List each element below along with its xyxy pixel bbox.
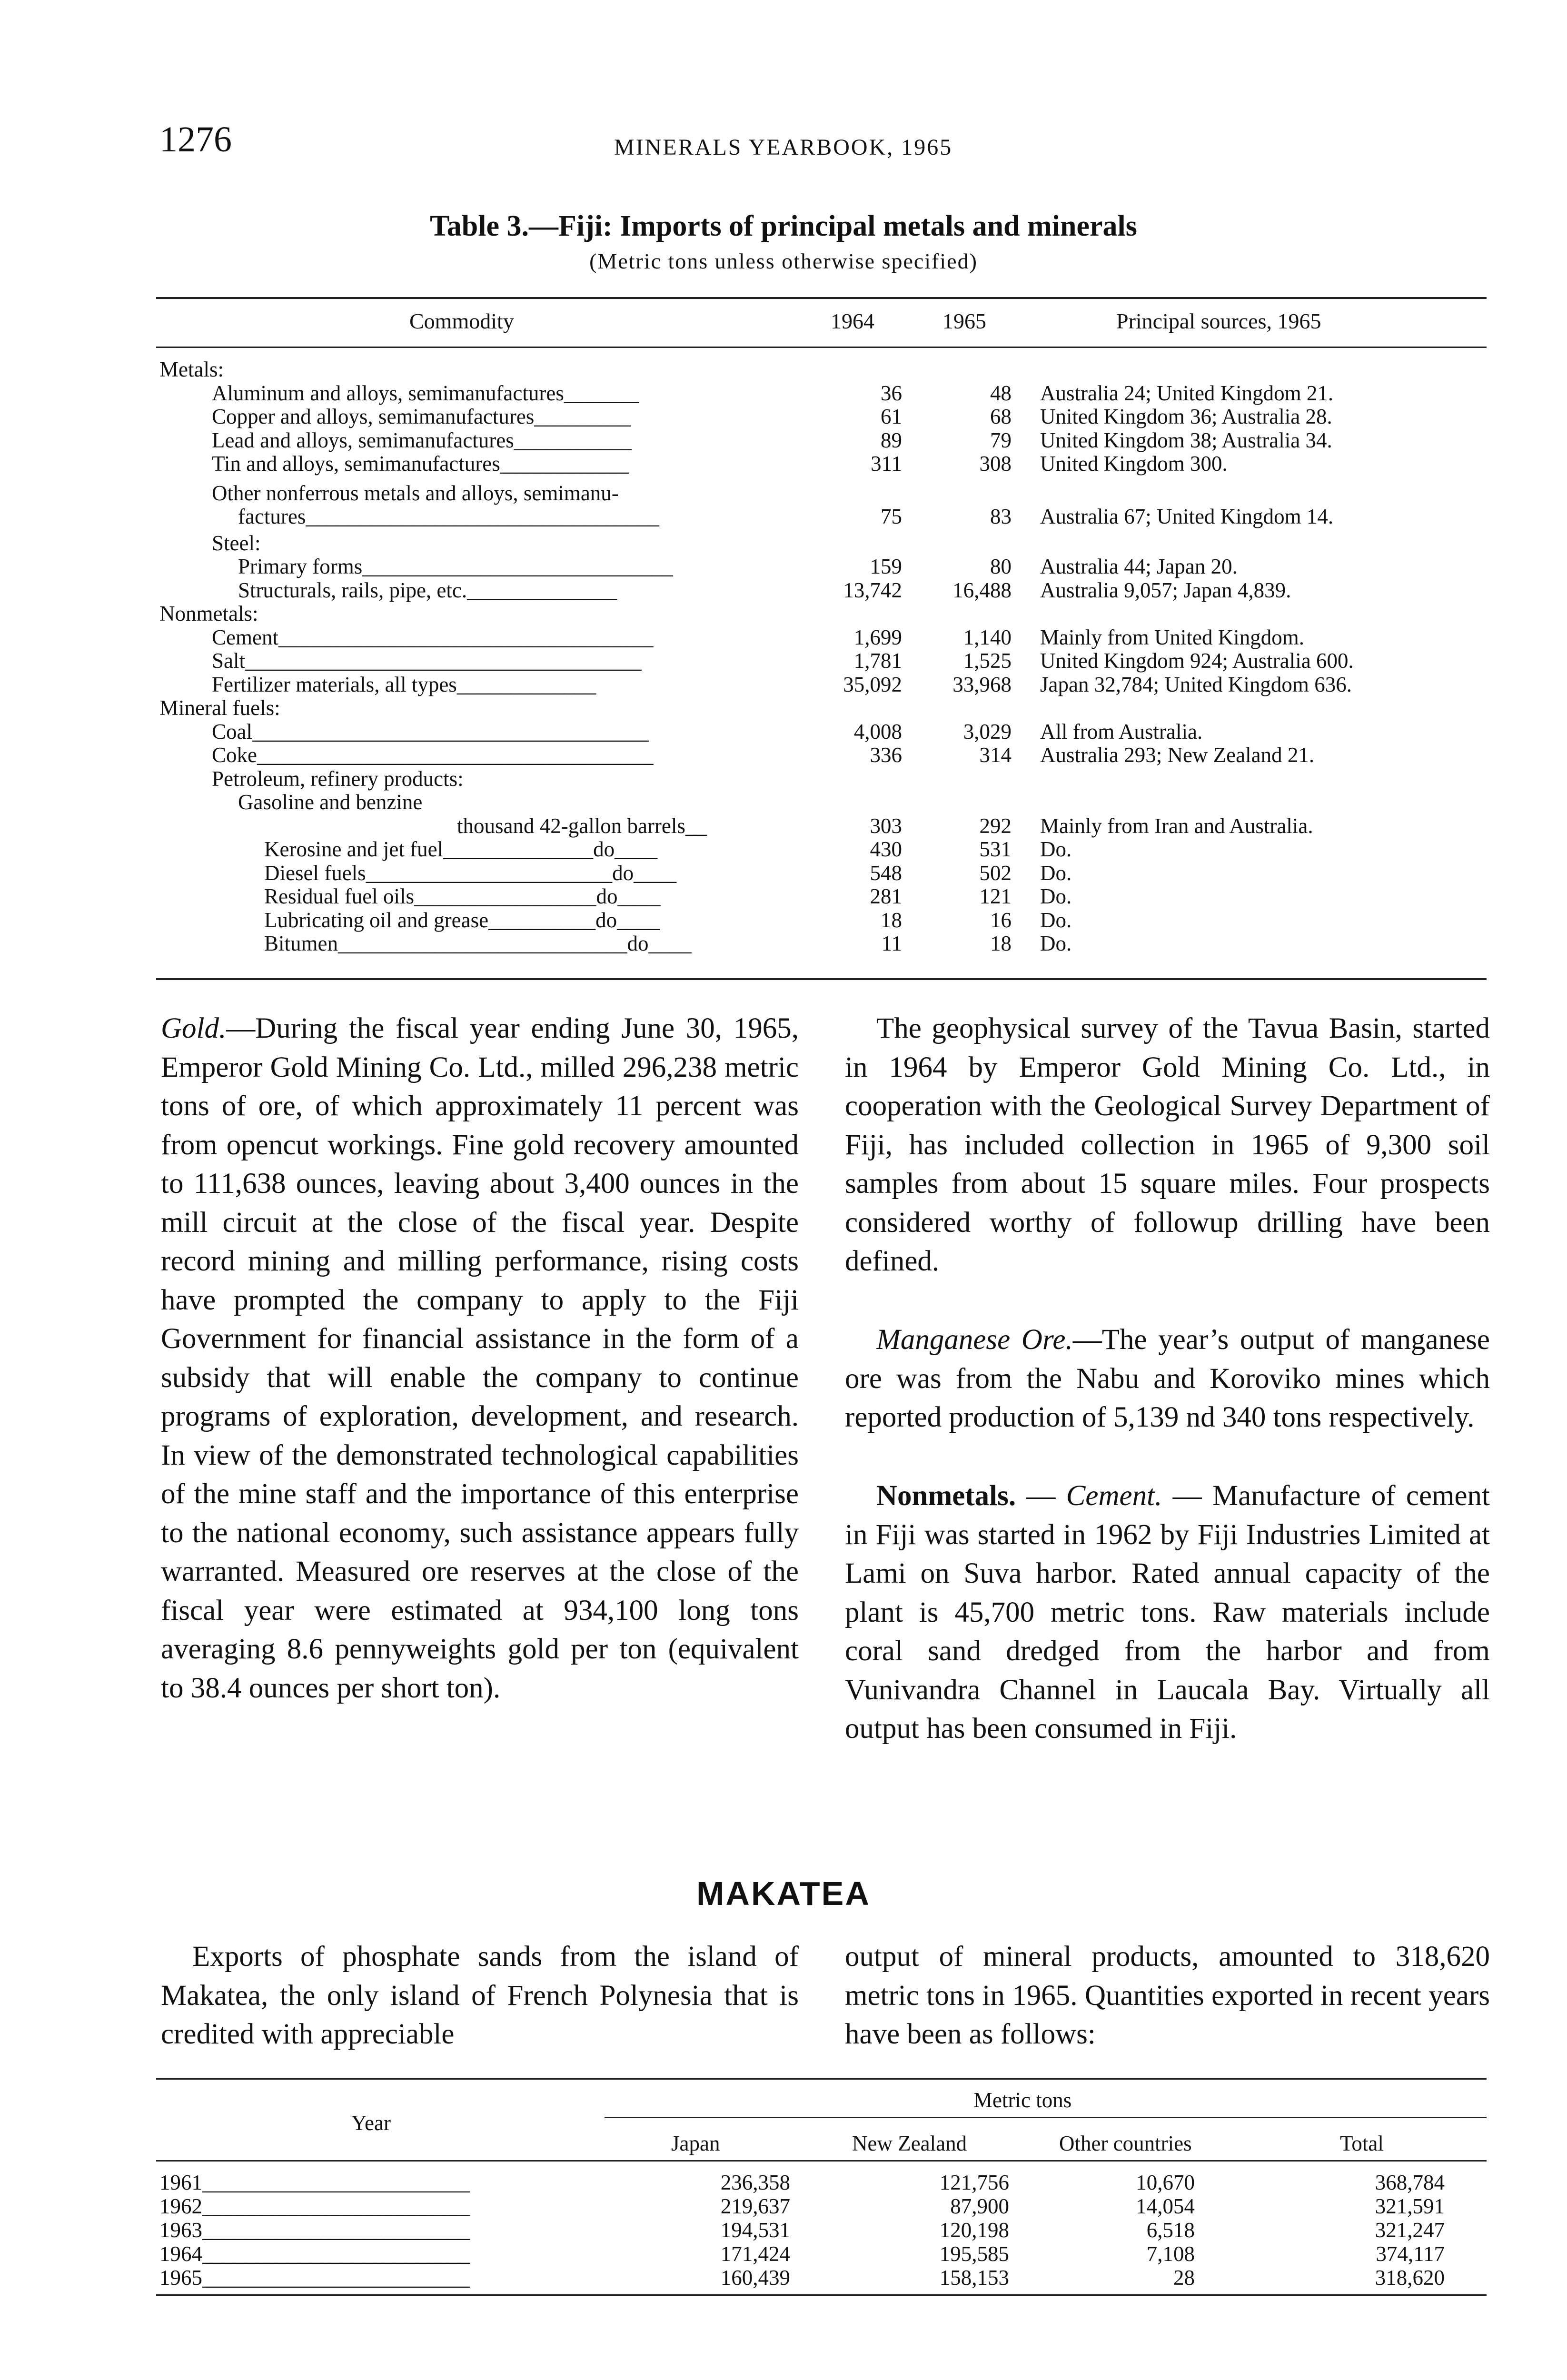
running-title: MINERALS YEARBOOK, 1965 <box>614 135 953 160</box>
value-1964-cell: 159 <box>870 555 902 578</box>
commodity-cell: Nonmetals: <box>159 602 258 625</box>
other-countries-cell: 7,108 <box>1146 2242 1195 2266</box>
value-1964-cell: 18 <box>881 908 902 932</box>
commodity-cell: Petroleum, refinery products: <box>212 766 464 791</box>
new-zealand-cell: 158,153 <box>939 2266 1009 2290</box>
sources-cell: Do. <box>1040 837 1072 861</box>
commodity-cell: factures_________________________________ <box>238 505 659 528</box>
makatea-header-rule <box>156 2160 1487 2162</box>
column-header-1965: 1965 <box>942 309 986 333</box>
sources-cell: Australia 24; United Kingdom 21. <box>1040 381 1334 405</box>
nonmetals-dash-1: — <box>1016 1480 1066 1512</box>
makatea-header-japan: Japan <box>671 2132 720 2155</box>
commodity-cell: Gasoline and benzine <box>238 790 423 814</box>
column-header-sources: Principal sources, 1965 <box>1116 309 1321 333</box>
sources-cell: Mainly from United Kingdom. <box>1040 625 1304 649</box>
value-1964-cell: 336 <box>870 743 902 767</box>
sources-cell: Japan 32,784; United Kingdom 636. <box>1040 672 1352 696</box>
commodity-cell: Other nonferrous metals and alloys, semimanu- <box>212 481 619 505</box>
japan-cell: 171,424 <box>720 2242 790 2266</box>
makatea-header-total: Total <box>1340 2132 1384 2155</box>
commodity-cell: Residual fuel oils_________________do____ <box>264 884 661 908</box>
value-1965-cell: 121 <box>979 884 1012 908</box>
value-1965-cell: 16,488 <box>952 578 1012 602</box>
sources-cell: Do. <box>1040 908 1072 932</box>
commodity-cell: Coal_____________________________________ <box>212 719 649 744</box>
sources-cell: Australia 293; New Zealand 21. <box>1040 743 1315 767</box>
value-1964-cell: 13,742 <box>843 578 902 602</box>
gold-text: —During the fiscal year ending June 30, 1965, Emperor Gold Mining Co. Ltd., milled 296,238 metric tons of ore, of which approximately 11 percent was from opencut workings. Fine gold recovery amounted to 111,638 ounces, leaving about 3,400 ounces in the mill circuit at the close of the fiscal year. Despite record mining and milling performance, rising costs have prompted the company to apply to the Fiji Government for financial assistance in the form of a subsidy that will enable the company to continue programs of exploration, development, and research. In view of the demonstrated technological capabilities of the mine staff and the importance of this enterprise to the national economy, such assistance appears fully warranted. Measured ore reserves at the close of the fiscal year were estimated at 934,100 long tons averaging 8.6 pennyweights gold per ton (equivalent to 38.4 ounces per short ton). <box>161 1012 799 1704</box>
commodity-cell: Fertilizer materials, all types_____________ <box>212 672 596 696</box>
nonmetals-text: Manufacture of cement in Fiji was started in 1962 by Fiji Industries Limited at Lami on Suva harbor. Rated annual capacity of the plant is 45,700 metric tons. Raw materials include coral sand dredged from the harbor and from Vunivandra Channel in Laucala Bay. Virtually all output has been consumed in Fiji. <box>845 1480 1490 1745</box>
sources-cell: United Kingdom 300. <box>1040 452 1228 476</box>
table-top-rule <box>156 297 1487 299</box>
japan-cell: 160,439 <box>720 2266 790 2290</box>
makatea-header-nz: New Zealand <box>852 2132 967 2155</box>
commodity-cell: Structurals, rails, pipe, etc.______________ <box>238 578 617 602</box>
new-zealand-cell: 195,585 <box>939 2242 1009 2266</box>
makatea-group-rule <box>605 2117 1487 2118</box>
other-countries-cell: 14,054 <box>1136 2194 1195 2218</box>
value-1965-cell: 18 <box>990 932 1012 955</box>
value-1965-cell: 1,525 <box>963 649 1012 673</box>
commodity-cell: Tin and alloys, semimanufactures____________ <box>212 452 629 476</box>
table-bottom-rule <box>156 978 1487 980</box>
value-1965-cell: 1,140 <box>963 625 1012 649</box>
new-zealand-cell: 120,198 <box>939 2218 1009 2242</box>
year-cell: 1961_________________________ <box>159 2171 470 2194</box>
sources-cell: Do. <box>1040 861 1072 885</box>
commodity-cell: Primary forms_____________________________ <box>238 555 673 578</box>
geophysical-text: The geophysical survey of the Tavua Basin, started in 1964 by Emperor Gold Mining Co. Ltd., in cooperation with the Geological Survey Department of Fiji, has included collection in 1965 of 9,300 soil samples from about 15 square miles. Four prospects considered worthy of followup drilling have been defined. <box>845 1012 1490 1277</box>
total-cell: 321,591 <box>1375 2194 1445 2218</box>
page-number: 1276 <box>159 119 232 159</box>
sources-cell: All from Australia. <box>1040 719 1203 744</box>
value-1965-cell: 80 <box>990 555 1012 578</box>
manganese-paragraph <box>845 1320 1490 1437</box>
value-1965-cell: 292 <box>979 813 1012 838</box>
sources-cell: Australia 44; Japan 20. <box>1040 555 1238 578</box>
manganese-text: —The year’s output of manganese ore was from the Nabu and Koroviko mines which reported production of 5,139 nd 340 tons respectively. <box>845 1324 1490 1433</box>
value-1964-cell: 281 <box>870 884 902 908</box>
total-cell: 368,784 <box>1375 2171 1445 2194</box>
total-cell: 374,117 <box>1376 2242 1445 2266</box>
commodity-cell: Bitumen___________________________do____ <box>264 932 692 955</box>
value-1964-cell: 36 <box>881 381 902 405</box>
sources-cell: Do. <box>1040 932 1072 955</box>
sources-cell: Mainly from Iran and Australia. <box>1040 813 1313 838</box>
other-countries-cell: 6,518 <box>1146 2218 1195 2242</box>
value-1965-cell: 16 <box>990 908 1012 932</box>
new-zealand-cell: 87,900 <box>950 2194 1009 2218</box>
value-1964-cell: 11 <box>881 932 902 955</box>
sources-cell: Australia 67; United Kingdom 14. <box>1040 505 1334 528</box>
value-1964-cell: 61 <box>881 405 902 428</box>
table-title: Table 3.—Fiji: Imports of principal metals and minerals <box>430 210 1137 242</box>
commodity-cell: Mineral fuels: <box>159 696 280 720</box>
makatea-header-year: Year <box>351 2111 391 2135</box>
year-cell: 1964_________________________ <box>159 2242 470 2266</box>
japan-cell: 194,531 <box>720 2218 790 2242</box>
sources-cell: United Kingdom 924; Australia 600. <box>1040 649 1354 673</box>
year-cell: 1963_________________________ <box>159 2218 470 2242</box>
makatea-table-bottom-rule <box>156 2294 1487 2296</box>
sources-cell: Australia 9,057; Japan 4,839. <box>1040 578 1291 602</box>
year-cell: 1962_________________________ <box>159 2194 470 2218</box>
other-countries-cell: 28 <box>1173 2266 1195 2290</box>
value-1965-cell: 502 <box>979 861 1012 885</box>
makatea-header-other: Other countries <box>1059 2132 1192 2155</box>
commodity-cell: Steel: <box>212 531 261 555</box>
table-header-rule <box>156 347 1487 348</box>
sources-cell: Do. <box>1040 884 1072 908</box>
new-zealand-cell: 121,756 <box>939 2171 1009 2194</box>
commodity-cell: Copper and alloys, semimanufactures_________ <box>212 405 631 428</box>
commodity-cell: Cement___________________________________ <box>212 625 654 649</box>
gold-label: Gold. <box>161 1012 227 1044</box>
makatea-paragraph-left: Exports of phosphate sands from the island of Makatea, the only island of French Polynesia that is credited with appreciable <box>161 1941 799 2050</box>
value-1965-cell: 48 <box>990 381 1012 405</box>
year-cell: 1965_________________________ <box>159 2266 470 2290</box>
makatea-paragraph-right: output of mineral products, amounted to 318,620 metric tons in 1965. Quantities exported in recent years have been as follows: <box>845 1941 1490 2050</box>
value-1964-cell: 311 <box>871 452 902 476</box>
value-1964-cell: 1,699 <box>853 625 902 649</box>
makatea-table-top-rule <box>156 2078 1487 2080</box>
manganese-label: Manganese Ore. <box>876 1324 1073 1356</box>
commodity-cell: Aluminum and alloys, semimanufactures_______ <box>212 381 639 405</box>
sources-cell: United Kingdom 38; Australia 34. <box>1040 428 1332 452</box>
value-1964-cell: 548 <box>870 861 902 885</box>
value-1965-cell: 308 <box>979 452 1012 476</box>
value-1964-cell: 89 <box>881 428 902 452</box>
value-1964-cell: 75 <box>881 505 902 528</box>
gold-paragraph <box>161 1009 799 1707</box>
geophysical-paragraph <box>845 1009 1490 1281</box>
value-1964-cell: 303 <box>870 813 902 838</box>
nonmetals-label: Nonmetals. <box>876 1480 1016 1512</box>
value-1965-cell: 3,029 <box>963 719 1012 744</box>
total-cell: 318,620 <box>1375 2266 1445 2290</box>
cement-label: Cement. <box>1066 1480 1162 1512</box>
commodity-cell: Kerosine and jet fuel______________do____ <box>264 837 658 861</box>
commodity-cell: Lubricating oil and grease__________do____ <box>264 908 660 932</box>
commodity-cell: Lead and alloys, semimanufactures___________ <box>212 428 632 452</box>
value-1965-cell: 79 <box>990 428 1012 452</box>
value-1965-cell: 314 <box>979 743 1012 767</box>
commodity-cell: Diesel fuels_______________________do____ <box>264 861 677 885</box>
section-heading-makatea: MAKATEA <box>696 1875 871 1912</box>
sources-cell: United Kingdom 36; Australia 28. <box>1040 405 1332 428</box>
value-1965-cell: 33,968 <box>952 672 1012 696</box>
total-cell: 321,247 <box>1375 2218 1445 2242</box>
commodity-cell: thousand 42-gallon barrels__ <box>457 813 707 838</box>
japan-cell: 236,358 <box>720 2171 790 2194</box>
value-1964-cell: 1,781 <box>853 649 902 673</box>
table-subtitle: (Metric tons unless otherwise specified) <box>589 249 978 273</box>
commodity-cell: Salt_____________________________________ <box>212 649 642 673</box>
column-header-1964: 1964 <box>831 309 874 333</box>
makatea-header-group: Metric tons <box>973 2088 1072 2112</box>
value-1964-cell: 4,008 <box>853 719 902 744</box>
nonmetals-dash-2: — <box>1162 1480 1212 1512</box>
other-countries-cell: 10,670 <box>1136 2171 1195 2194</box>
value-1965-cell: 68 <box>990 405 1012 428</box>
nonmetals-paragraph <box>845 1477 1490 1748</box>
column-header-commodity: Commodity <box>409 309 514 333</box>
value-1964-cell: 430 <box>870 837 902 861</box>
japan-cell: 219,637 <box>720 2194 790 2218</box>
value-1965-cell: 83 <box>990 505 1012 528</box>
value-1965-cell: 531 <box>979 837 1012 861</box>
value-1964-cell: 35,092 <box>843 672 902 696</box>
commodity-cell: Metals: <box>159 357 224 381</box>
commodity-cell: Coke_____________________________________ <box>212 743 654 767</box>
